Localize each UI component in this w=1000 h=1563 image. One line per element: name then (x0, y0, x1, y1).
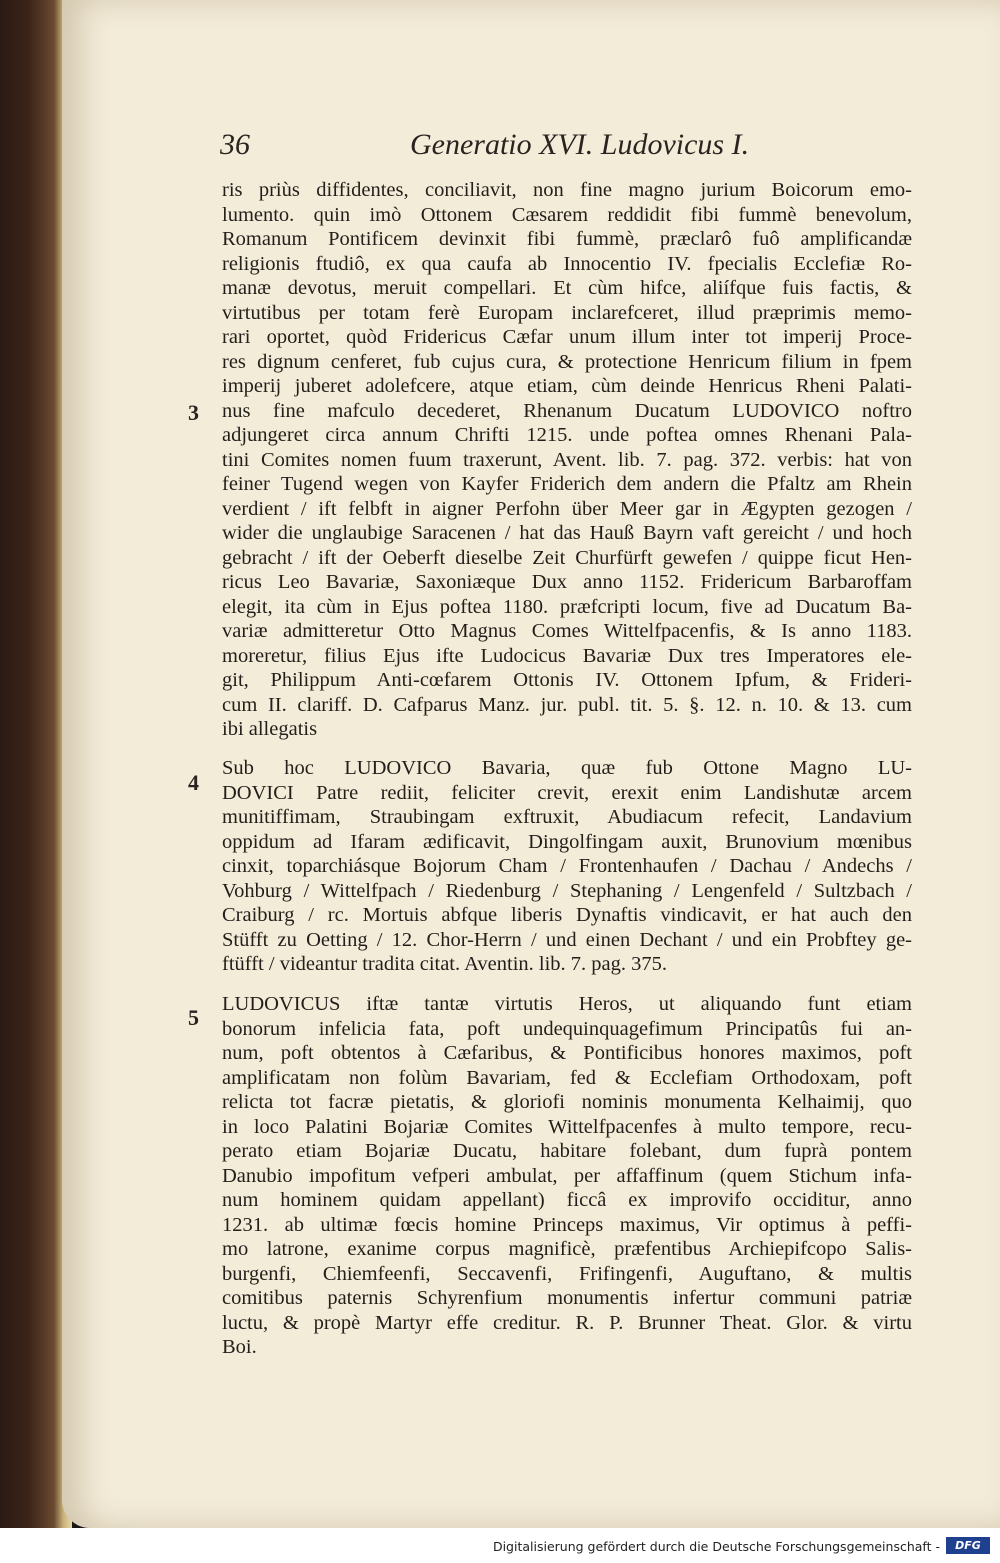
text-line: cum II. clariff. D. Cafparus Manz. jur. publ. tit. 5. §. 12. n. 10. & 13. cum (222, 693, 912, 716)
text-line: verdient / ift felbft in aigner Perfohn über Meer gar in Ægypten gezogen / (222, 497, 912, 520)
text-line: Vohburg / Wittelfpach / Riedenburg / Stephaning / Lengenfeld / Sultzbach / (222, 879, 912, 902)
text-line: comitibus paternis Schyrenfium monumentis infertur communi patriæ (222, 1287, 912, 1309)
text-line: manæ devotus, meruit compellari. Et cùm hifce, aliífque fuis factis, & (222, 277, 912, 299)
footer-credit: Digitalisierung gefördert durch die Deutsche Forschungsgemeinschaft - (492, 1539, 940, 1554)
text-line: virtutibus per totam ferè Europam inclarefceret, illud præprimis memo- (222, 301, 912, 324)
text-line: luctu, & propè Martyr effe creditur. R. P. Brunner Theat. Glor. & virtu (222, 1311, 912, 1334)
text-line: LUDOVICUS iftæ tantæ virtutis Heros, ut aliquando funt etiam (222, 993, 912, 1015)
text-line: 1231. ab ultimæ fœcis homine Princeps maximus, Vir optimus à peffi- (222, 1213, 912, 1236)
text-line: lumento. quin imò Ottonem Cæsarem reddidit fibi fummè benevolum, (222, 203, 912, 226)
text-line: res dignum cenferet, fub cujus cura, & protectione Henricum filium in fpem (222, 350, 912, 373)
text-line: gebracht / ift der Oeberft dieselbe Zeit Churfürft gewefen / quippe ficut Hen- (222, 546, 912, 569)
text-line: ibi allegatis (222, 718, 318, 740)
page-number: 36 (220, 128, 250, 161)
text-line: variæ admitteretur Otto Magnus Comes Wittelfpacenfis, & Is anno 1183. (222, 620, 912, 642)
dfg-logo: DFG (946, 1537, 990, 1554)
digitization-footer (0, 1528, 1000, 1563)
text-line: mo latrone, exanime corpus magnificè, præfentibus Archiepifcopo Salis- (222, 1238, 912, 1260)
text-line: moreretur, filius Ejus ifte Ludocicus Bavariæ Dux tres Imperatores ele- (222, 644, 912, 667)
text-section (222, 756, 912, 977)
text-line: ftüfft / videantur tradita citat. Aventin. lib. 7. pag. 375. (222, 953, 668, 975)
text-line: bonorum infelicia fata, poft undequinquagefimum Principatûs fui an- (222, 1017, 912, 1040)
text-line: wider die unglaubige Saracenen / hat das Hauß Bayrn vaft gereicht / und hoch (222, 522, 912, 544)
text-line: oppidum ad Ifaram ædificavit, Dingolfingam auxit, Brunovium mœnibus (222, 830, 912, 853)
text-line: amplificatam non folùm Bavariam, fed & Ecclefiam Orthodoxam, poft (222, 1066, 912, 1089)
text-line: feiner Tugend wegen von Kayfer Friderich dem andern die Pfaltz am Rhein (222, 473, 912, 495)
text-line: munitiffimam, Straubingam exftruxit, Abudiacum refecit, Landavium (222, 806, 912, 828)
text-line: Romanum Pontificem devinxit fibi fummè, præclarô fuô amplificandæ (222, 228, 912, 250)
text-line: cinxit, toparchiásque Bojorum Cham / Frontenhaufen / Dachau / Andechs / (222, 855, 912, 877)
marginal-number: 3 (188, 400, 199, 425)
text-line: in loco Palatini Bojariæ Comites Wittelfpacenfes à multo tempore, recu- (222, 1115, 912, 1138)
text-line: relicta tot facræ pietatis, & gloriofi nominis monumenta Kelhaimij, quo (222, 1091, 912, 1113)
text-line: ris priùs diffidentes, conciliavit, non fine magno jurium Boicorum emo- (222, 179, 912, 201)
running-head: Generatio XVI. Ludovicus I. (410, 128, 750, 161)
text-line: tini Comites nomen fuum traxerunt, Avent. lib. 7. pag. 372. verbis: hat von (222, 448, 912, 471)
text-line: nus fine mafculo decederet, Rhenanum Ducatum LUDOVICO noftro (222, 399, 912, 422)
text-line: elegit, ita cùm in Ejus poftea 1180. præfcripti locum, five ad Ducatum Ba- (222, 595, 912, 618)
marginal-number: 5 (188, 1005, 199, 1030)
text-line: num hominem quidam appellant) ficcâ ex improvifo occiditur, anno (222, 1189, 912, 1211)
text-line: rari oportet, quòd Fridericus Cæfar unum illum inter tot imperij Proce- (222, 326, 912, 348)
text-line: Danubio impofitum vefperi ambulat, per affaffinum (quem Stichum infa- (222, 1164, 912, 1187)
text-section (222, 178, 912, 742)
text-line: burgenfi, Chiemfeenfi, Seccavenfi, Frifingenfi, Auguftano, & multis (222, 1262, 912, 1285)
text-line: Sub hoc LUDOVICO Bavaria, quæ fub Ottone Magno LU- (222, 757, 912, 779)
text-line: imperij juberet adolefcere, atque etiam, cùm deinde Henricus Rheni Palati- (222, 375, 912, 397)
text-line: perato etiam Bojariæ Ducatu, habitare folebant, dum fuprà pontem (222, 1140, 912, 1162)
text-line: num, poft obtentos à Cæfaribus, & Pontificibus honores maximos, poft (222, 1042, 912, 1064)
text-line: Boi. (222, 1336, 257, 1358)
text-line: religionis ftudiô, ex qua caufa ab Innocentio IV. fpecialis Ecclefiæ Ro- (222, 252, 912, 275)
text-line: adjungeret circa annum Chrifti 1215. unde poftea omnes Rhenani Pala- (222, 424, 912, 446)
text-line: DOVICI Patre rediit, feliciter crevit, erexit enim Landishutæ arcem (222, 781, 912, 804)
text-line: Craiburg / rc. Mortuis abfque liberis Dynaftis vindicavit, er hat auch den (222, 904, 912, 926)
text-line: Stüfft zu Oetting / 12. Chor-Herrn / und einen Dechant / und ein Probftey ge- (222, 928, 912, 951)
text-section (222, 992, 912, 1360)
text-line: ricus Leo Bavariæ, Saxoniæque Dux anno 1152. Fridericum Barbaroffam (222, 571, 912, 593)
text-line: git, Philippum Anti-cœfarem Ottonis IV. Ottonem Ipfum, & Frideri- (222, 669, 912, 691)
marginal-number: 4 (188, 770, 199, 795)
